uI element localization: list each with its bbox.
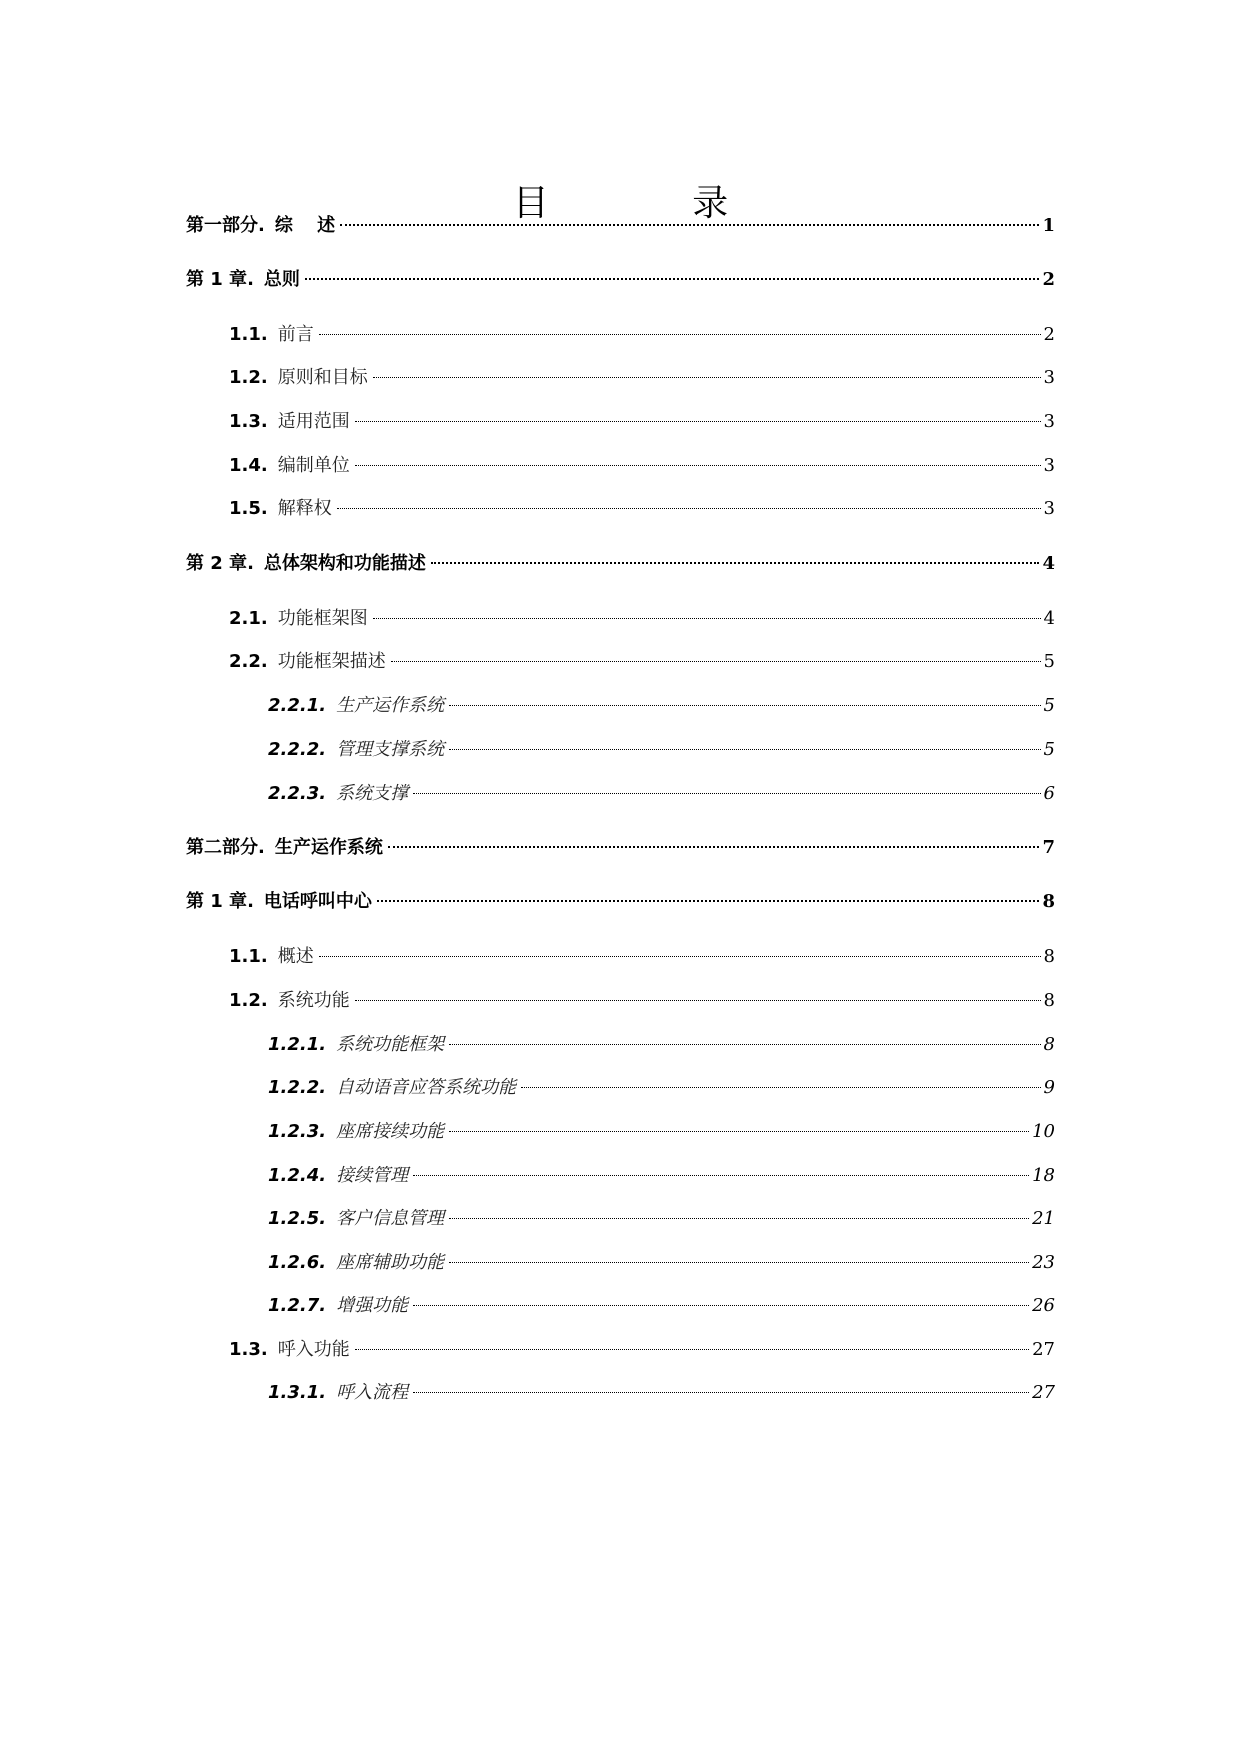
toc-entry[interactable] [229, 321, 1055, 349]
toc-entry-number: 1.1. [229, 946, 268, 967]
toc-entry-title: 系统功能框架 [336, 1034, 445, 1055]
toc-entry-title: 呼入功能 [277, 1339, 350, 1360]
toc-entry[interactable] [186, 888, 1055, 916]
toc-entry-number: 1.2. [229, 367, 268, 388]
toc-entry-title: 座席辅助功能 [336, 1252, 445, 1273]
toc-entry-number: 第 1 章 [186, 891, 248, 912]
toc-entry-title: 座席接续功能 [336, 1121, 445, 1142]
toc-entry-title: 生产运作系统 [336, 695, 445, 716]
toc-entry-number: 1.3. [229, 411, 268, 432]
toc-leader-dots [377, 900, 1040, 902]
toc-leader-dots [373, 618, 1041, 619]
toc-leader-dots [355, 1000, 1041, 1001]
toc-leader-dots [388, 846, 1040, 848]
toc-entry-number: 1.1. [229, 324, 268, 345]
toc-leader-dots [449, 1262, 1029, 1263]
toc-entry[interactable] [268, 1074, 1055, 1102]
toc-entry-title: 前言 [277, 324, 314, 345]
toc-entry-title: 功能框架图 [277, 608, 368, 629]
toc-entry-separator: . [247, 891, 254, 912]
toc-entry[interactable] [229, 987, 1055, 1015]
toc-entry[interactable] [268, 736, 1055, 764]
toc-entry-title: 编制单位 [277, 455, 350, 476]
toc-entry-number: 1.2.4. [268, 1165, 327, 1186]
toc-leader-dots [337, 508, 1041, 509]
toc-entry-page-number: 5 [1043, 651, 1055, 672]
toc-entry[interactable] [268, 1205, 1055, 1233]
toc-entry-title: 增强功能 [336, 1295, 409, 1316]
toc-entry-number: 1.2.1. [268, 1034, 327, 1055]
toc-entry[interactable] [186, 834, 1055, 862]
toc-entry[interactable] [268, 780, 1055, 808]
toc-entry-title: 总体架构和功能描述 [263, 553, 426, 574]
page-title: 目 录 [512, 183, 795, 225]
toc-entry[interactable] [229, 495, 1055, 523]
toc-leader-dots [355, 421, 1041, 422]
toc-leader-dots [355, 1349, 1029, 1350]
toc-leader-dots [413, 1175, 1029, 1176]
toc-entry-separator: . [258, 837, 265, 858]
toc-entry-number: 1.2. [229, 990, 268, 1011]
toc-entry-page-number: 18 [1032, 1165, 1055, 1186]
toc-leader-dots [373, 377, 1041, 378]
toc-leader-dots [449, 749, 1040, 750]
toc-leader-dots [319, 956, 1041, 957]
toc-leader-dots [319, 334, 1041, 335]
toc-entry-number: 第二部分 [186, 837, 258, 858]
toc-entry-page-number: 5 [1043, 695, 1055, 716]
toc-entry-page-number: 6 [1043, 783, 1055, 804]
toc-entry-page-number: 2 [1042, 269, 1055, 290]
toc-entry-page-number: 23 [1032, 1252, 1055, 1273]
toc-entry[interactable] [268, 1162, 1055, 1190]
toc-entry-separator: . [258, 215, 265, 236]
toc-entry-number: 2.2. [229, 651, 268, 672]
toc-entry-title: 综 述 [274, 215, 336, 236]
toc-entry[interactable] [229, 452, 1055, 480]
toc-entry-number: 1.3.1. [268, 1382, 327, 1403]
toc-entry-page-number: 8 [1042, 891, 1055, 912]
toc-entry-title: 呼入流程 [336, 1382, 409, 1403]
toc-entry-number: 2.1. [229, 608, 268, 629]
toc-entry-title: 生产运作系统 [274, 837, 383, 858]
toc-leader-dots [391, 661, 1041, 662]
toc-entry[interactable] [186, 266, 1055, 294]
toc-entry-number: 1.2.2. [268, 1077, 327, 1098]
toc-entry-title: 管理支撑系统 [336, 739, 445, 760]
toc-entry[interactable] [229, 648, 1055, 676]
toc-entry-title: 系统功能 [277, 990, 350, 1011]
toc-entry-number: 1.2.3. [268, 1121, 327, 1142]
toc-entry[interactable] [268, 1379, 1055, 1407]
toc-entry-page-number: 4 [1042, 553, 1055, 574]
toc-entry-page-number: 4 [1043, 608, 1055, 629]
toc-entry[interactable] [268, 692, 1055, 720]
toc-entry-title: 系统支撑 [336, 783, 409, 804]
toc-leader-dots [431, 562, 1040, 564]
toc-entry-number: 1.2.5. [268, 1208, 327, 1229]
toc-entry[interactable] [186, 212, 1055, 240]
toc-entry-title: 电话呼叫中心 [263, 891, 372, 912]
toc-leader-dots [355, 465, 1041, 466]
toc-entry-page-number: 10 [1032, 1121, 1055, 1142]
toc-leader-dots [305, 278, 1040, 280]
toc-entry[interactable] [229, 943, 1055, 971]
toc-entry[interactable] [229, 408, 1055, 436]
toc-entry[interactable] [268, 1118, 1055, 1146]
toc-entry-number: 1.3. [229, 1339, 268, 1360]
toc-entry-page-number: 8 [1043, 1034, 1055, 1055]
toc-entry-page-number: 3 [1043, 411, 1055, 432]
toc-entry-title: 原则和目标 [277, 367, 368, 388]
toc-entry-title: 接续管理 [336, 1165, 409, 1186]
toc-leader-dots [449, 1218, 1029, 1219]
toc-leader-dots [449, 1044, 1040, 1045]
toc-entry-number: 2.2.1. [268, 695, 327, 716]
toc-entry-number: 第 1 章 [186, 269, 248, 290]
toc-entry-page-number: 8 [1043, 990, 1055, 1011]
toc-entry-title: 功能框架描述 [277, 651, 386, 672]
toc-entry-number: 2.2.2. [268, 739, 327, 760]
toc-entry[interactable] [186, 550, 1055, 578]
toc-entry[interactable] [268, 1031, 1055, 1059]
toc-entry-page-number: 5 [1043, 739, 1055, 760]
toc-entry-number: 1.2.7. [268, 1295, 327, 1316]
toc-entry[interactable] [268, 1292, 1055, 1320]
toc-entry-page-number: 3 [1043, 367, 1055, 388]
toc-entry-page-number: 7 [1042, 837, 1055, 858]
toc-leader-dots [449, 705, 1040, 706]
toc-entry-title: 客户信息管理 [336, 1208, 445, 1229]
toc-entry[interactable] [229, 1336, 1055, 1364]
toc-entry-separator: . [247, 553, 254, 574]
toc-entry-number: 第一部分 [186, 215, 258, 236]
toc-entry-page-number: 3 [1043, 498, 1055, 519]
toc-leader-dots [413, 793, 1040, 794]
toc-entry-page-number: 1 [1042, 215, 1055, 236]
toc-entry-page-number: 27 [1032, 1382, 1055, 1403]
toc-entry-page-number: 26 [1032, 1295, 1055, 1316]
toc-entry-number: 1.2.6. [268, 1252, 327, 1273]
toc-entry-page-number: 21 [1032, 1208, 1055, 1229]
toc-leader-dots [521, 1087, 1040, 1088]
toc-entry-separator: . [247, 269, 254, 290]
toc-entry-number: 1.4. [229, 455, 268, 476]
toc-entry-title: 概述 [277, 946, 314, 967]
toc-entry-page-number: 8 [1043, 946, 1055, 967]
toc-leader-dots [340, 224, 1039, 226]
toc-entry-number: 1.5. [229, 498, 268, 519]
toc-entry[interactable] [229, 605, 1055, 633]
toc-entry-title: 解释权 [277, 498, 332, 519]
toc-entry-page-number: 9 [1043, 1077, 1055, 1098]
toc-entry-page-number: 27 [1032, 1339, 1055, 1360]
toc-entry-number: 2.2.3. [268, 783, 327, 804]
toc-entry-title: 适用范围 [277, 411, 350, 432]
toc-entry-title: 自动语音应答系统功能 [336, 1077, 517, 1098]
toc-leader-dots [449, 1131, 1029, 1132]
toc-entry-title: 总则 [263, 269, 300, 290]
toc-entry[interactable] [268, 1249, 1055, 1277]
toc-entry-page-number: 2 [1043, 324, 1055, 345]
toc-entry-page-number: 3 [1043, 455, 1055, 476]
toc-leader-dots [413, 1305, 1029, 1306]
toc-entry[interactable] [229, 364, 1055, 392]
toc-entry-number: 第 2 章 [186, 553, 248, 574]
toc-leader-dots [413, 1392, 1029, 1393]
